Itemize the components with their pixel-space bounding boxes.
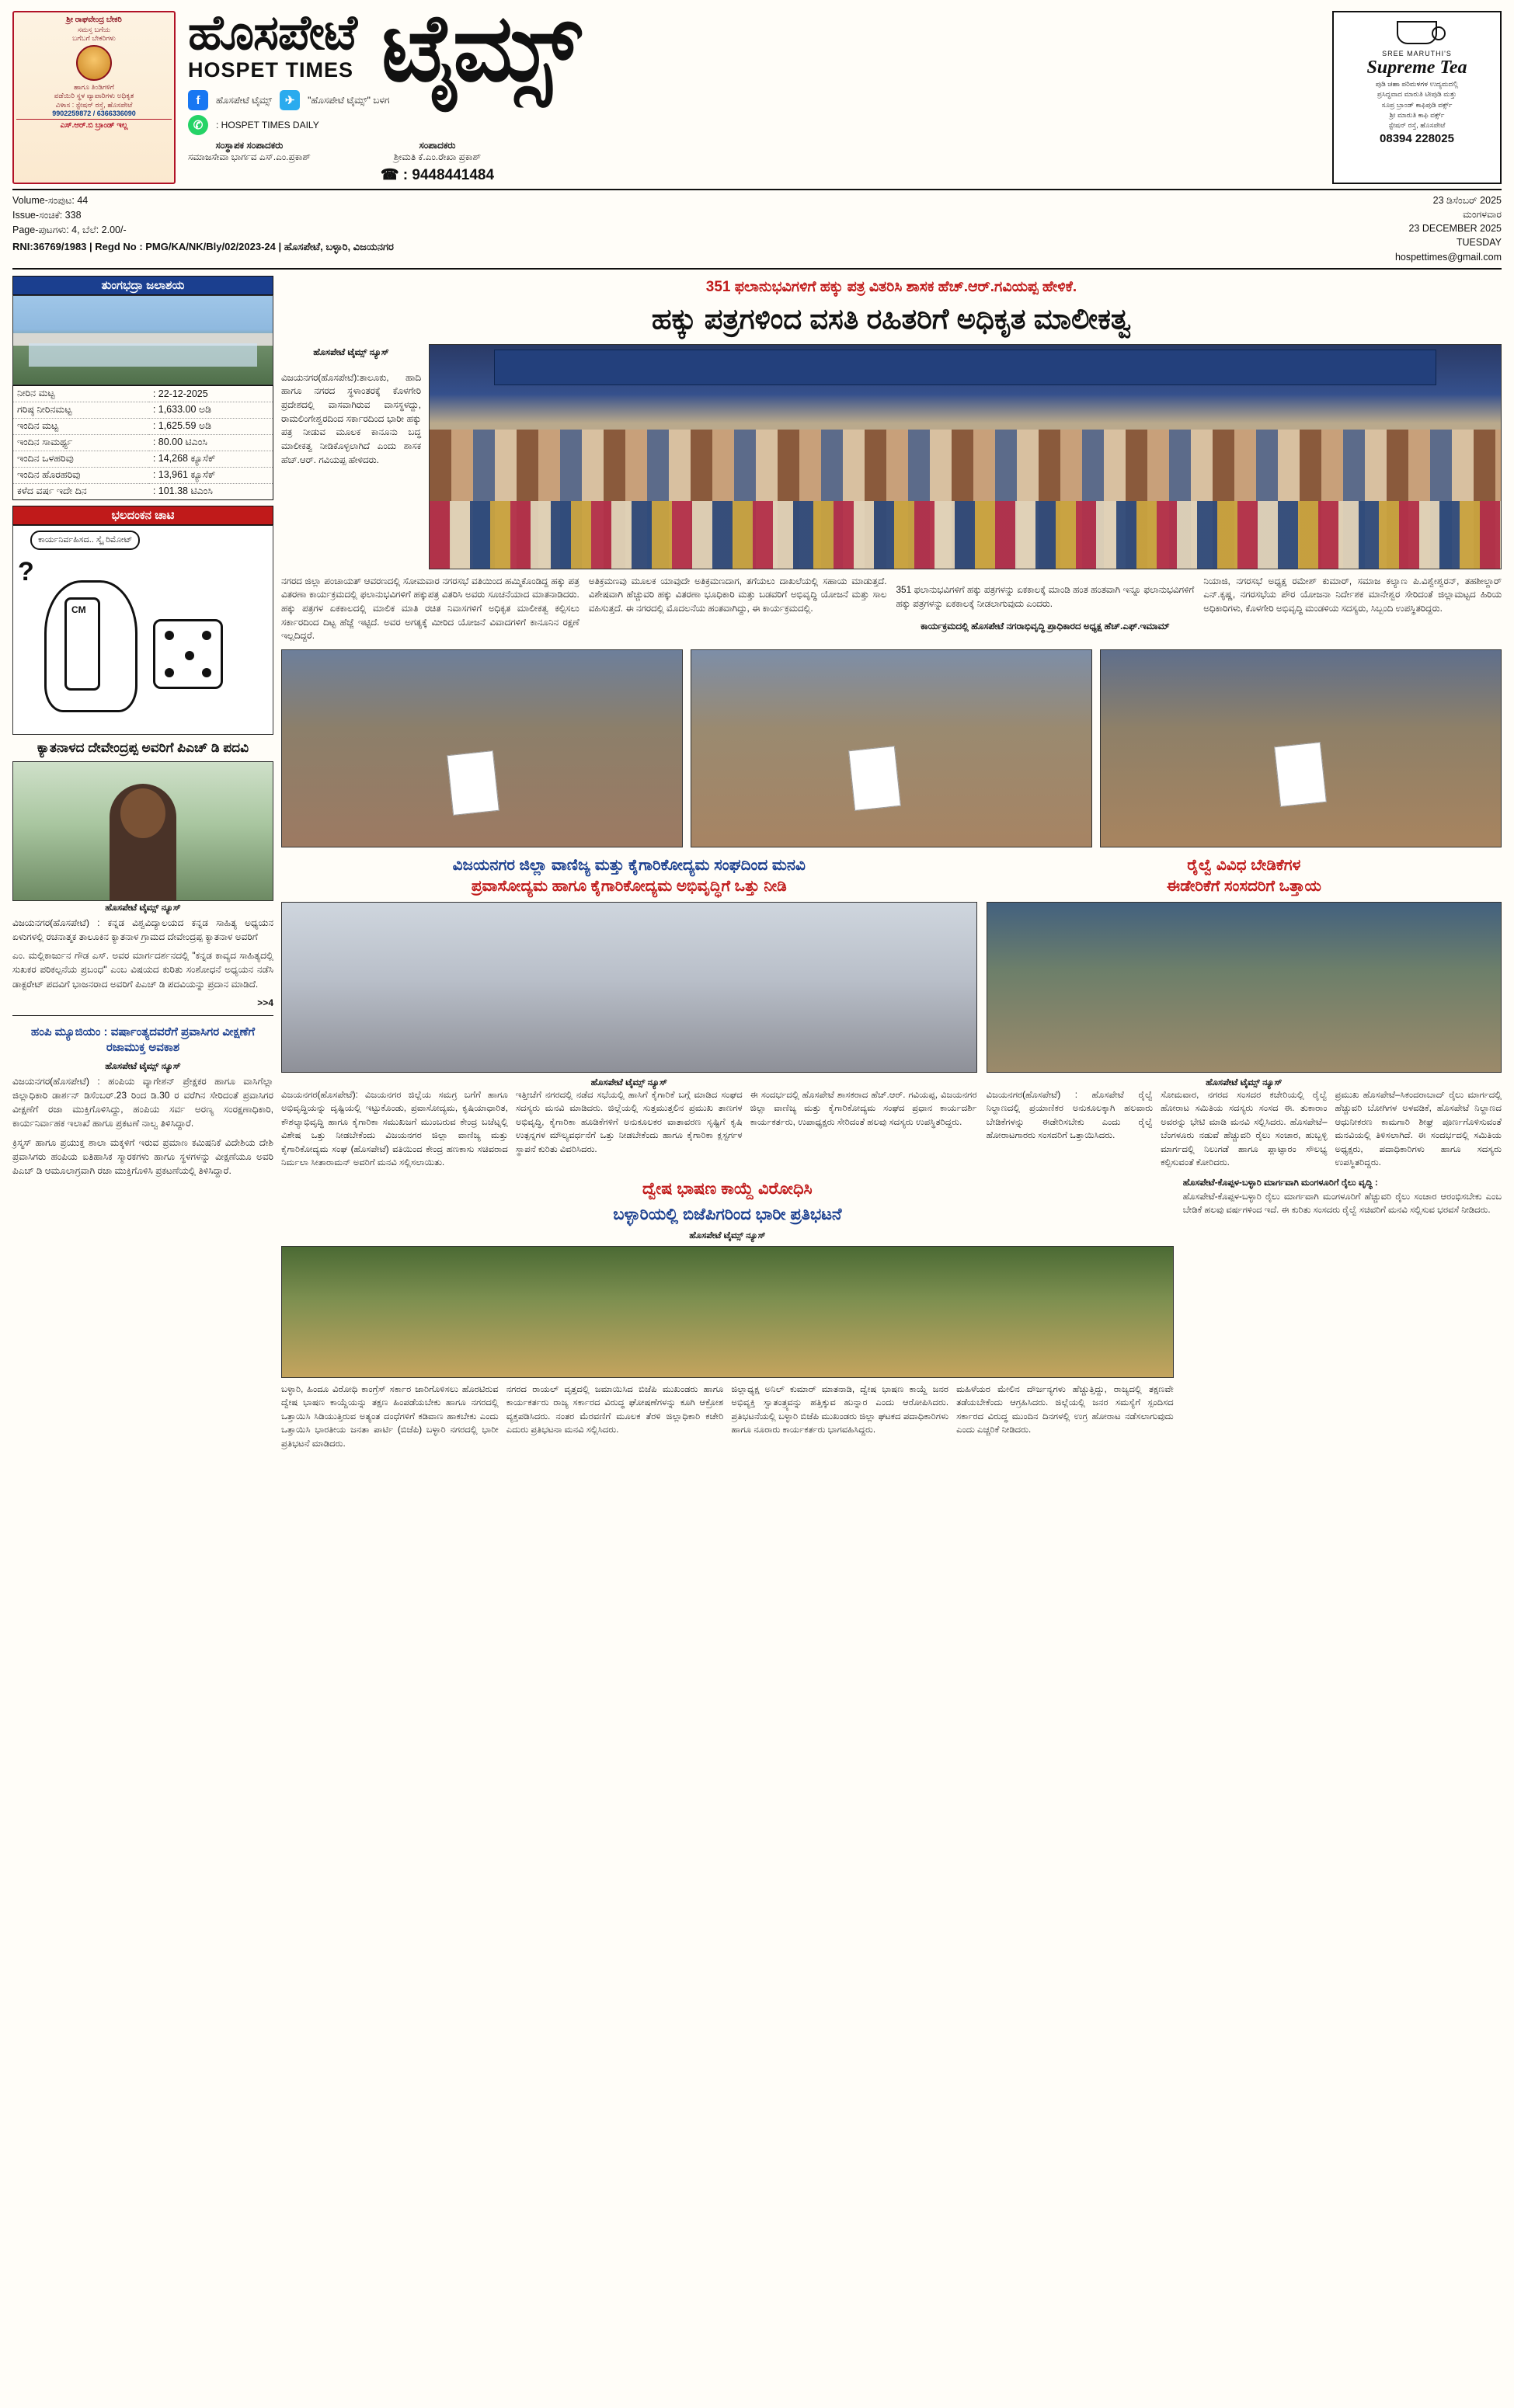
dam-row-value-0: : 22-12-2025 bbox=[149, 385, 273, 402]
railway-head-2: ಈಡೇರಿಕೆಗೆ ಸಂಸದರಿಗೆ ಒತ್ತಾಯ bbox=[1166, 877, 1321, 895]
bakery-ad-line1: ಶ್ರೀ ರಾಘವೇಂದ್ರ ಬೇಕರಿ bbox=[66, 16, 122, 24]
dam-row-value-6: : 101.38 ಟಿಎಂಸಿ bbox=[149, 483, 273, 499]
cartoon-cm-label: CM bbox=[71, 604, 86, 615]
two-column-news bbox=[281, 855, 1502, 1169]
protest-col-1: ಬಳ್ಳಾರಿ, ಹಿಂದೂ ವಿರೋಧಿ ಕಾಂಗ್ರೆಸ್ ಸರ್ಕಾರ ಜಾರಿಗೊಳಿಸಲು ಹೊರಟಿರುವ ದ್ವೇಷ ಭಾಷಣ ಕಾಯ್ದೆಯನ್ನು ತಕ್ಷಣ ಹಿಂಪಡೆಯಬೇಕು ಹಾಗೂ ನಗರದಲ್ಲಿ ಒತ್ತಾಯಿಸಿ ಸಿಡಿಯುತ್ತಿರುವ ಅತ್ಯಂತ ದಂಧೆಗಳಿಗೆ ಕಡಿವಾಣ ಹಾಕಬೇಕು ಎಂದು ಒತ್ತಾಯಿಸಿ ಭಾರತೀಯ ಜನತಾ ಪಾರ್ಟಿ (ಬಿಜೆಪಿ) ಬಳ್ಳಾರಿ ನಗರದಲ್ಲಿ ಭಾರೀ ಪ್ರತಿಭಟನೆ ಮಾಡಿದರು. bbox=[281, 1384, 499, 1449]
byline-hampi: ಹೊಸಪೇಟೆ ಟೈಮ್ಸ್ ನ್ಯೂಸ್ bbox=[105, 1061, 181, 1071]
photo-trio bbox=[281, 649, 1502, 847]
byline-chamber: ಹೊಸಪೇಟೆ ಟೈಮ್ಸ್ ನ್ಯೂಸ್ bbox=[590, 1077, 667, 1087]
dam-row-value-5: : 13,961 ಕ್ಯೂಸೆಕ್ bbox=[149, 467, 273, 483]
crowd-front-row bbox=[430, 501, 1501, 568]
whatsapp-label: : HOSPET TIMES DAILY bbox=[216, 120, 319, 130]
info-right bbox=[1395, 193, 1502, 264]
tea-ad-kn4: ಶ್ರೀ ಮಾರುತಿ ಕಾಫಿ ವರ್ಕ್ಸ್ bbox=[1389, 110, 1445, 119]
bakery-ad-line3: ಬಗೆಬಗೆ ಬೇಕರಿಗಳು bbox=[72, 33, 116, 42]
divider bbox=[12, 1015, 273, 1016]
byline-lead: ಹೊಸಪೇಟೆ ಟೈಮ್ಸ್ ನ್ಯೂಸ್ bbox=[313, 347, 389, 357]
founder-editor-name: ಸಮಾಜಸೇವಾ ಭಾರ್ಗವ ಎಸ್.ಎಂ.ಪ್ರಕಾಶ್ bbox=[188, 151, 311, 162]
date-kannada: 23 ಡಿಸೆಂಬರ್ 2025 bbox=[1432, 195, 1502, 206]
remote-shape bbox=[64, 597, 100, 691]
chamber-head-1: ವಿಜಯನಗರ ಜಿಲ್ಲಾ ವಾಣಿಜ್ಯ ಮತ್ತು ಕೈಗಾರಿಕೋದ್ಯಮ ಸಂಘದಿಂದ ಮನವಿ bbox=[452, 856, 806, 874]
tea-ad-kn5: ಸ್ಟೇಷನ್ ರಸ್ತೆ, ಹೊಸಪೇಟೆ bbox=[1388, 121, 1446, 129]
dam-row-value-1: : 1,633.00 ಅಡಿ bbox=[149, 402, 273, 418]
cartoon-illustration bbox=[12, 525, 273, 735]
rni-line: RNI:36769/1983 | Regd No : PMG/KA/NK/Bly/02/2023-24 | ಹೊಸಪೇಟೆ, ಬಳ್ಳಾರಿ, ವಿಜಯನಗರ bbox=[12, 241, 394, 253]
lead-col-c1: 351 ಫಲಾನುಭವಿಗಳಿಗೆ ಹಕ್ಕು ಪತ್ರಗಳನ್ನು ಏಕಕಾಲಕ್ಕೆ ಮಾಂಡಿ ಹಂತ ಹಂತವಾಗಿ ಇನ್ನೂ ಫಲಾನುಭವಿಗಳಿಗೆ ಹಕ್ಕು ಪತ್ರಗಳನ್ನು ಏಕಕಾಲಕ್ಕೆ ನೀಡಲಾಗುವುದು ಎಂದರು. bbox=[896, 584, 1195, 609]
lead-col-d: ನಿಯಾಜಿ, ನಗರಸಭೆ ಅಧ್ಯಕ್ಷ ರಮೇಶ್ ಕುಮಾರ್, ಸಮಾಜ ಕಲ್ಯಾಣ ಪಿ.ವಿಶ್ವೇಶ್ವರನ್, ತಹಶೀಲ್ದಾರ್ ಎನ್.ಕೃಷ್ಣ, ನಗರಸಭೆಯ ಪೌರ ಯೋಜನಾ ನಿರ್ದೇಶಕ ಮಾನೇಶ್ವರ ಸೇರಿದಂತೆ ಜಿಲ್ಲಾಮಟ್ಟದ ಹಿರಿಯ ಅಧಿಕಾರಿಗಳು, ಕೊಳಗೇರಿ ಅಭಿವೃದ್ಧಿ ಮಂಡಳಿಯ ಸದಸ್ಯರು, ಸಿಬ್ಬಂದಿ ಉಪಸ್ಥಿತರಿದ್ದರು. bbox=[1203, 575, 1502, 614]
pages-label: Page-ಪುಟಗಳು: 4, ಬೆಲೆ: 2.00/- bbox=[12, 224, 127, 235]
cartoon-speech-bubble: ಕಾರ್ಯನಿರ್ವಹಿಸದ.. ಸ್ಕೈ ರಿಮೋಟ್ bbox=[30, 531, 140, 550]
byline-protest: ಹೊಸಪೇಟೆ ಟೈಮ್ಸ್ ನ್ಯೂಸ್ bbox=[689, 1230, 766, 1241]
table-row bbox=[13, 451, 273, 467]
chamber-col-2: ಇತ್ತೀಚೆಗೆ ನಗರದಲ್ಲಿ ನಡೆದ ಸಭೆಯಲ್ಲಿ ಹಾಸಿಗೆ ಕೈಗಾರಿಕೆ ಬಗ್ಗೆ ಮಾಡಿದ ಸಂಘದ ಸದಸ್ಯರು ಮನವಿ ಮಾಡಿದರು. ಜಿಲ್ಲೆಯಲ್ಲಿ ಸುತ್ತಮುತ್ತಲಿನ ಪ್ರಮುಖ ತಾಣಗಳ ಅಭಿವೃದ್ಧಿ, ಕೈಗಾರಿಕಾ ಹೂಡಿಕೆಗಳಿಗೆ ಅನುಕೂಲಕರ ವಾತಾವರಣ ಸೃಷ್ಟಿಗೆ ಕೃಷಿ ಉತ್ಪನ್ನಗಳ ಮೌಲ್ಯವರ್ಧನೆಗೆ ಒತ್ತು ನೀಡಬೇಕೆಂದು ಹಾಗೂ ಕೈಗಾರಿಕಾ ಕ್ಲಸ್ಟರ್ಗಳ ಸ್ಥಾಪನೆ ಕುರಿತು ವಿವರಿಸಿದರು. bbox=[515, 1089, 743, 1154]
dam-section-header: ತುಂಗಭದ್ರಾ ಜಲಾಶಯ bbox=[12, 276, 273, 295]
dam-row-label-5: ಇಂದಿನ ಹೊರಹರಿವು bbox=[13, 467, 149, 483]
tea-ad-top-small: SREE MARUTHI'S bbox=[1382, 50, 1452, 57]
chamber-columns bbox=[281, 1088, 977, 1169]
founder-editor bbox=[188, 140, 311, 184]
question-mark-icon: ? bbox=[18, 556, 34, 586]
editors-row bbox=[188, 140, 1324, 184]
day-english: TUESDAY bbox=[1456, 237, 1502, 249]
bottom-news-block bbox=[281, 1177, 1502, 1450]
phd-story-more[interactable]: >>4 bbox=[257, 997, 273, 1008]
stage-banner bbox=[494, 350, 1437, 385]
bakery-ad-brand: ಎಸ್.ಆರ್.ಬಿ ಬ್ರಾಂಡ್ ಇಲ್ಲ bbox=[16, 119, 172, 130]
phd-story-p1: ವಿಜಯನಗರ(ಹೊಸಪೇಟೆ) : ಕನ್ನಡ ವಿಶ್ವವಿದ್ಯಾಲಯದ ಕನ್ನಡ ಸಾಹಿತ್ಯ ಅಧ್ಯಯನ ಏಳುಗಳಲ್ಲಿ ರಚನಾತ್ಮಕ ತಾಲೂಕಿನ ಕ್ಯಾತನಾಳ ಗ್ರಾಮದ ದೇವೇಂದ್ರಪ್ಪ ಕ್ಯಾತನಾಳ ಅವರಿಗೆ bbox=[12, 917, 273, 942]
info-bar bbox=[12, 190, 1502, 270]
founder-editor-role: ಸಂಸ್ಥಾಪಕ ಸಂಪಾದಕರು bbox=[215, 140, 284, 151]
railway-extension-head: ಹೊಸಪೇಟೆ-ಕೊಪ್ಪಳ-ಬಳ್ಳಾರಿ ಮಾರ್ಗವಾಗಿ ಮಂಗಳೂರಿಗೆ ರೈಲು ವೃದ್ಧಿ : bbox=[1182, 1178, 1378, 1188]
dam-row-value-3: : 80.00 ಟಿಎಂಸಿ bbox=[149, 434, 273, 451]
chamber-head-2: ಪ್ರವಾಸೋದ್ಯಮ ಹಾಗೂ ಕೈಗಾರಿಕೋದ್ಯಮ ಅಭಿವೃದ್ಧಿಗೆ ಒತ್ತು ನೀಡಿ bbox=[471, 877, 787, 895]
phd-caption: ಕ್ಯಾತನಾಳದ ದೇವೇಂದ್ರಪ್ಪ ಅವರಿಗೆ ಪಿಎಚ್ ಡಿ ಪದವಿ bbox=[37, 739, 249, 755]
masthead-center bbox=[183, 0, 1324, 184]
editor-role: ಸಂಪಾದಕರು bbox=[419, 140, 456, 151]
bakery-ad-line5: ಪಡೆಯಿರಿ ಸ್ಥಳ ವ್ಯಾಪಾರಿಗಳು ಅಧಿಕೃತ bbox=[54, 92, 134, 100]
dam-row-label-2: ಇಂದಿನ ಮಟ್ಟ bbox=[13, 418, 149, 434]
dam-row-label-4: ಇಂದಿನ ಒಳಹರಿವು bbox=[13, 451, 149, 467]
lead-col-a: ನಗರದ ಜಿಲ್ಲಾ ಪಂಚಾಯತ್ ಆವರಣದಲ್ಲಿ ಸೋಮವಾರ ನಗರಸಭೆ ವತಿಯಿಂದ ಹಮ್ಮಿಕೊಂಡಿದ್ದ ಹಕ್ಕು ಪತ್ರ ವಿತರಣಾ ಕಾರ್ಯಕ್ರಮದಲ್ಲಿ ಫಲಾನುಭವಿಗಳಿಗೆ ಹಕ್ಕುಪತ್ರ ವಿತರಿಸಿ ಅವರು ಸೂಚನೆಯಾದ ಮಾತನಾಡಿದರು. ಹಕ್ಕು ಪತ್ರಗಳ ಏಕಕಾಲದಲ್ಲಿ ಮಾಲಿಕ ಮಾತಿ ರಚಿತ ನಿವಾಸಗಳಿಗೆ ಅಧಿಕೃತ ಮಾಲೀಕತ್ವ ಕಲ್ಪಿಸಲು ಸರ್ಕಾರದಿಂದ ದಿಟ್ಟ ಹೆಜ್ಜೆ ಇಟ್ಟಿದೆ. ಅವರ ಅಗತ್ಯಕ್ಕೆ ಮೀರಿದ ಯೋಜನೆ ವಿವಾದಗಳಿಗೆ ಕಾನೂನಿನ ರಕ್ಷಣೆ ಇಲ್ಲದಿದ್ದರೆ. bbox=[281, 575, 579, 642]
protest-photo bbox=[281, 1246, 1174, 1378]
facebook-icon[interactable]: f bbox=[188, 90, 208, 110]
meeting-room-photo bbox=[281, 902, 977, 1073]
protest-head-2: ಬಳ್ಳಾರಿಯಲ್ಲಿ ಬಿಜೆಪಿಗರಿಂದ ಭಾರೀ ಪ್ರತಿಭಟನೆ bbox=[613, 1205, 842, 1223]
protest-news bbox=[281, 1177, 1174, 1450]
table-row bbox=[13, 418, 273, 434]
teacup-icon bbox=[1337, 16, 1497, 50]
chamber-news-block bbox=[281, 855, 977, 1169]
protest-col-4: ಮಹಿಳೆಯರ ಮೇಲಿನ ದೌರ್ಜನ್ಯಗಳು ಹೆಚ್ಚುತ್ತಿದ್ದು, ರಾಜ್ಯದಲ್ಲಿ ತಕ್ಷಣವೇ ತಡೆಯಬೇಕೆಂದು ಆಗ್ರಹಿಸಿದರು. ಜಿಲ್ಲೆಯಲ್ಲಿ ಜನರ ಸಮಸ್ಯೆಗೆ ಸ್ಪಂದಿಸದ ಸರ್ಕಾರದ ವಿರುದ್ಧ ಮುಂದಿನ ದಿನಗಳಲ್ಲಿ ಉಗ್ರ ಹೋರಾಟ ನಡೆಸಲಾಗುವುದು ಎಂದು ಎಚ್ಚರಿಕೆ ನೀಡಿದರು. bbox=[956, 1384, 1174, 1435]
tea-ad-kn1: ಪುಡಿ ಚಹಾ ಪರಿಮಳಗಳ ಉದ್ಯಮದಲ್ಲಿ bbox=[1375, 80, 1459, 88]
paper-title-kannada: ಹೊಸಪೇಟೆ bbox=[188, 6, 357, 60]
protest-head-1: ದ್ವೇಷ ಭಾಷಣ ಕಾಯ್ದೆ ವಿರೋಧಿಸಿ bbox=[642, 1180, 813, 1199]
social-row-whatsapp[interactable] bbox=[188, 115, 1324, 135]
telegram-icon[interactable]: ✈ bbox=[280, 90, 300, 110]
handover-photo-2 bbox=[691, 649, 1092, 847]
issue-label: Issue-ಸಂಚಿಕೆ: 338 bbox=[12, 209, 82, 221]
cartoon-section-header: ಭಲದಂಕನ ಚಾಟಿ bbox=[12, 506, 273, 525]
railway-extension-body: ಹೊಸಪೇಟೆ-ಕೊಪ್ಪಳ-ಬಳ್ಳಾರಿ ರೈಲು ಮಾರ್ಗವಾಗಿ ಮಂಗಳೂರಿಗೆ ಹೆಚ್ಚುವರಿ ರೈಲು ಸಂಚಾರ ಆರಂಭಿಸಬೇಕು ಎಂಬ ಬೇಡಿಕೆ ಹಲವು ವರ್ಷಗಳಿಂದ ಇದೆ. ಈ ಕುರಿತು ಸಂಸದರು ರೈಲ್ವೆ ಸಚಿವರಿಗೆ ಮನವಿ ಸಲ್ಲಿಸುವ ಭರವಸೆ ನೀಡಿದರು. bbox=[1182, 1192, 1502, 1215]
railway-col-2: ಸೋಮವಾರ, ನಗರದ ಸಂಸದರ ಕಚೇರಿಯಲ್ಲಿ ರೈಲ್ವೆ ಹೋರಾಟ ಸಮಿತಿಯ ಸದಸ್ಯರು ಸಂಸದ ಈ. ತುಕಾರಾಂ ಅವರನ್ನು ಭೇಟಿ ಮಾಡಿ ಮನವಿ ಸಲ್ಲಿಸಿದರು. ಹೊಸಪೇಟೆ–ಬೆಂಗಳೂರು ನಡುವೆ ಹೆಚ್ಚುವರಿ ರೈಲು ಸಂಚಾರ, ಹುಬ್ಬಳ್ಳಿ ಮಾರ್ಗದಲ್ಲಿ ನಿಲುಗಡೆ ಹಾಗೂ ಪ್ಲಾಟ್ಫಾರಂ ಸೌಲಭ್ಯ ಕಲ್ಪಿಸುವಂತೆ ಕೋರಿದರು. bbox=[1161, 1089, 1328, 1167]
lead-text-block bbox=[281, 344, 421, 569]
editor-name: ಶ್ರೀಮತಿ ಕೆ.ಎಂ.ರೇಖಾ ಪ್ರಕಾಶ್ bbox=[393, 151, 482, 162]
hampi-museum-head: ಹಂಪಿ ಮ್ಯೂಜಿಯಂ : ವರ್ಷಾಂತ್ಯದವರೆಗೆ ಪ್ರವಾಸಿಗರ ವೀಕ್ಷಣೆಗೆ ರಜಾಮುಕ್ತ ಅವಕಾಶ bbox=[30, 1025, 256, 1055]
handover-photo-3 bbox=[1100, 649, 1502, 847]
devendrappa-portrait bbox=[12, 761, 273, 901]
whatsapp-icon[interactable]: ✆ bbox=[188, 115, 208, 135]
lead-headline: ಹಕ್ಕು ಪತ್ರಗಳಿಂದ ವಸತಿ ರಹಿತರಿಗೆ ಅಧಿಕೃತ ಮಾಲೀಕತ್ವ bbox=[651, 303, 1132, 336]
dice-shape bbox=[153, 619, 223, 689]
table-row bbox=[13, 467, 273, 483]
protest-col-2: ನಗರದ ರಾಯಲ್ ವೃತ್ತದಲ್ಲಿ ಜಮಾಯಿಸಿದ ಬಿಜೆಪಿ ಮುಖಂಡರು ಹಾಗೂ ಕಾರ್ಯಕರ್ತರು ರಾಜ್ಯ ಸರ್ಕಾರದ ವಿರುದ್ಧ ಘೋಷಣೆಗಳನ್ನು ಕೂಗಿ ಆಕ್ರೋಶ ವ್ಯಕ್ತಪಡಿಸಿದರು. ನಂತರ ಮೆರವಣಿಗೆ ಮೂಲಕ ತೆರಳಿ ಜಿಲ್ಲಾಧಿಕಾರಿ ಕಚೇರಿ ಎದುರು ಪ್ರತಿಭಟನಾ ಮನವಿ ಸಲ್ಲಿಸಿದರು. bbox=[506, 1384, 724, 1435]
dam-row-label-3: ಇಂದಿನ ಸಾಮರ್ಥ್ಯ bbox=[13, 434, 149, 451]
lead-kicker: 351 ಫಲಾನುಭವಿಗಳಿಗೆ ಹಕ್ಕು ಪತ್ರ ವಿತರಿಸಿ ಶಾಸಕ ಹೆಚ್.ಆರ್.ಗವಿಯಪ್ಪ ಹೇಳಿಕೆ. bbox=[705, 278, 1077, 295]
dam-row-label-0: ನೀರಿನ ಮಟ್ಟ bbox=[13, 385, 149, 402]
railway-head-1: ರೈಲ್ವೆ ವಿವಿಧ ಬೇಡಿಕೆಗಳ bbox=[1187, 856, 1301, 874]
tea-ad-title: Supreme Tea bbox=[1366, 57, 1467, 78]
paper-title-mega: ಟೈಮ್ಸ್ bbox=[381, 0, 578, 100]
telegram-label: "ಹೊಸಪೇಟೆ ಟೈಮ್ಸ್" ಬಳಗ bbox=[308, 94, 390, 106]
masthead bbox=[12, 0, 1502, 190]
phd-story bbox=[12, 916, 273, 1010]
table-row bbox=[13, 483, 273, 499]
tea-ad-phone: 08394 228025 bbox=[1380, 132, 1454, 146]
masthead-phone: ☎ : 9448441484 bbox=[380, 167, 495, 183]
table-row bbox=[13, 385, 273, 402]
table-row bbox=[13, 434, 273, 451]
hampi-story-p2: ಕ್ರಿಸ್ಮಸ್ ಹಾಗೂ ಪ್ರಯುಕ್ತ ಶಾಲಾ ಮಕ್ಕಳಿಗೆ ಇರುವ ಪ್ರಮಾಣ ಕಮಿಷನಿಕೆ ವಿದೇಶಿಯ ದೇಶಿ ಪ್ರವಾಸಿಗರು ಹಂಪಿಯ ಐತಿಹಾಸಿಕ ಸ್ಮಾರಕಗಳು ಹಾಗೂ ಸ್ಥಳಗಳನ್ನು ವೀಕ್ಷಣೆಯೂ ಅವರಿ ಪಿಎಚ್ ಡಿ ಆಮೂಲಾಗ್ರವಾಗಿ ರಜಾ ಮುಕ್ತಿಗೊಳಿಸಿ ಪ್ರಕಟಣೆಯಲ್ಲಿ ತಿಳಿಸಿದ್ದಾರೆ. bbox=[12, 1136, 273, 1177]
railway-columns bbox=[987, 1088, 1502, 1169]
info-left bbox=[12, 193, 394, 255]
dam-level-table bbox=[12, 385, 273, 500]
page-content bbox=[12, 276, 1502, 1450]
lead-col-b: ಅತಿಕ್ರಮಣವು ಮೂಲಕ ಯಾವುದೇ ಅತಿಕ್ರಮಣದಾಗ, ತಗೆಯಲು ದಾಖಲೆಯಲ್ಲಿ ಸಹಾಯ ಮಾಡುತ್ತದೆ. ವಿಶೇಷವಾಗಿ ಹೆಚ್ಚುವರಿ ಹಕ್ಕು ವಿತರಣಾ ಭೂಧಿಕಾರಿ ಮತ್ತು ಬಡವರಿಗೆ ಅಭಿವೃದ್ಧಿ ಯೋಜನೆ ಮತ್ತು ಸಾಲ ವಹಿಸುತ್ತದೆ. ಈ ನಗರದಲ್ಲಿ ಮೊದಲನೆಯ ಹಂತವಾಗಿದ್ದು, ಈ ಕಾರ್ಯಕ್ರಮದಲ್ಲಿ. bbox=[588, 575, 887, 614]
email-label[interactable]: hospettimes@gmail.com bbox=[1394, 251, 1502, 263]
bakery-ad-box bbox=[12, 11, 176, 184]
paper-title-english: HOSPET TIMES bbox=[188, 57, 354, 82]
dam-row-label-1: ಗರಿಷ್ಠ ನೀರಿನಮಟ್ಟ bbox=[13, 402, 149, 418]
dam-row-value-2: : 1,625.59 ಅಡಿ bbox=[149, 418, 273, 434]
tea-ad-kn2: ಪ್ರಸಿದ್ಧವಾದ ಮಾರುತಿ ಟೀಪುಡಿ ಮತ್ತು bbox=[1377, 90, 1457, 99]
byline-phd: ಹೊಸಪೇಟೆ ಟೈಮ್ಸ್ ನ್ಯೂಸ್ bbox=[105, 903, 181, 913]
dam-row-value-4: : 14,268 ಕ್ಯೂಸೆಕ್ bbox=[149, 451, 273, 467]
byline-railway: ಹೊಸಪೇಟೆ ಟೈಮ್ಸ್ ನ್ಯೂಸ್ bbox=[1206, 1077, 1283, 1087]
railway-extension-news bbox=[1183, 1177, 1502, 1450]
lead-col-c2: ಕಾರ್ಯಕ್ರಮದಲ್ಲಿ ಹೊಸಪೇಟೆ ನಗರಾಭಿವೃದ್ಧಿ ಪ್ರಾಧಿಕಾರದ ಅಧ್ಯಕ್ಷ ಹೆಚ್.ಎಫ್.ಇಮಾಮ್ bbox=[921, 621, 1170, 632]
phd-story-p2: ಎಂ. ಮಲ್ಲಿಕಾರ್ಜುನ ಗೌಡ ಎಸ್. ಅವರ ಮಾರ್ಗದರ್ಶನದಲ್ಲಿ "ಕನ್ನಡ ಕಾವ್ಯದ ಸಾಹಿತ್ಯದಲ್ಲಿ ಸುಖಕರ ಪರಿಕಲ್ಪನೆಯ ಪ್ರಬಂಧ" ಎಂಬ ವಿಷಯದ ಕುರಿತು ಸಂಶೋಧನೆ ಅಧ್ಯಯನ ನಡೆಸಿ ಡಾಕ್ಟರೇಟ್ ಪದವಿಗೆ ಭಾಜನರಾದ ಅವರಿಗೆ ಪಿಎಚ್ ಡಿ ಪದವಿಯನ್ನು ಪ್ರದಾನ ಮಾಡಿದೆ. bbox=[12, 950, 273, 990]
railway-col-3: ಪ್ರಮುಖ ಹೊಸಪೇಟೆ–ಸಿಕಂದರಾಬಾದ್ ರೈಲು ಮಾರ್ಗದಲ್ಲಿ ಹೆಚ್ಚುವರಿ ಬೋಗಿಗಳ ಅಳವಡಿಕೆ, ಹೊಸಪೇಟೆ ನಿಲ್ದಾಣದ ಆಧುನೀಕರಣ ಕಾಮಗಾರಿ ಶೀಘ್ರ ಪೂರ್ಣಗೊಳಿಸುವಂತೆ ಮನವಿಯಲ್ಲಿ ತಿಳಿಸಲಾಗಿದೆ. ಈ ಸಂದರ್ಭದಲ್ಲಿ ಸಮಿತಿಯ ಅಧ್ಯಕ್ಷರು, ಪದಾಧಿಕಾರಿಗಳು ಹಾಗೂ ಸದಸ್ಯರು ಉಪಸ್ಥಿತರಿದ್ದರು. bbox=[1335, 1089, 1502, 1167]
social-row-facebook[interactable] bbox=[188, 90, 1324, 110]
lead-row bbox=[281, 344, 1502, 569]
hampi-story bbox=[12, 1074, 273, 1178]
railway-demand-photo bbox=[987, 902, 1502, 1073]
volume-label: Volume-ಸಂಪುಟ: 44 bbox=[12, 195, 89, 206]
table-row bbox=[13, 402, 273, 418]
lead-paragraph: ವಿಜಯನಗರ(ಹೊಸಪೇಟೆ):ತಾಲೂಕು, ಹಾದಿ ಹಾಗೂ ನಗರದ ಸ್ಥಳಾಂತರಕ್ಕೆ ಕೊಳಗೇರಿ ಪ್ರದೇಶದಲ್ಲಿ ವಾಸವಾಗಿರುವ ವಾಸಸ್ಥಳದ್ದು, ರಾಮಲಿಂಗೇಶ್ವರದಿಂದ ಸರ್ಕಾರದಿಂದ ಭಾರೀ ಹಕ್ಕು ಪತ್ರ ನೀಡುವ ಮೂಲಕ ಕಾನೂನು ಬದ್ಧ ಮಾಲೀಕತ್ವ ನೀಡಿಕೊಳ್ಳಲಾಗಿದೆ ಎಂದು ಶಾಸಕ ಹೆಚ್.ಆರ್. ಗವಿಯಪ್ಪ ಹೇಳಿದರು. bbox=[281, 371, 421, 465]
day-kannada: ಮಂಗಳವಾರ bbox=[1462, 209, 1502, 221]
date-english: 23 DECEMBER 2025 bbox=[1408, 223, 1502, 235]
facebook-label: ಹೊಸಪೇಟೆ ಟೈಮ್ಸ್ bbox=[216, 94, 273, 106]
left-column bbox=[12, 276, 273, 1450]
tea-ad-kn3: ಸೂಪ್ರ ಬ್ರಾಂಡ್ ಕಾಫಿಪುಡಿ ವರ್ಕ್ಸ್ bbox=[1381, 100, 1453, 109]
railway-col-1: ವಿಜಯನಗರ(ಹೊಸಪೇಟೆ) : ಹೊಸಪೇಟೆ ರೈಲ್ವೆ ನಿಲ್ದಾಣದಲ್ಲಿ ಪ್ರಯಾಣಿಕರ ಅನುಕೂಲಕ್ಕಾಗಿ ಹಲವಾರು ಬೇಡಿಕೆಗಳನ್ನು ಈಡೇರಿಸಬೇಕು ಎಂದು ರೈಲ್ವೆ ಹೋರಾಟಗಾರರು ಸಂಸದರಿಗೆ ಒತ್ತಾಯಿಸಿದರು. bbox=[986, 1089, 1154, 1141]
award-ceremony-group-photo bbox=[429, 344, 1502, 569]
tungabhadra-dam-photo bbox=[12, 295, 273, 385]
deity-emblem-icon bbox=[76, 45, 112, 81]
editor bbox=[381, 140, 494, 184]
handover-photo-1 bbox=[281, 649, 683, 847]
bakery-ad-line2: ಸಮಸ್ತ ಬಗೆಯ bbox=[77, 25, 111, 33]
bakery-ad-line4: ಹಾಗೂ ತಿಂಡಿಗಳಿಗೆ bbox=[74, 83, 114, 91]
protest-columns bbox=[281, 1383, 1174, 1450]
hampi-story-p1: ವಿಜಯನಗರ(ಹೊಸಪೇಟೆ) : ಹಂಪಿಯ ವ್ಯಾಗೇಶನ್ ಪ್ರೇಕ್ಷಕರ ಹಾಗೂ ವಾಸಿಗೆಲ್ಲಾ ಜಿಲ್ಲಾಧಿಕಾರಿ ಡಾರ್ಶನ್ ಡಿಸೆಂಬರ್.23 ರಿಂದ ಡಿ.30 ರ ವರೆಗಿನ ಸೇರಿದಂತೆ ಪ್ರವಾಸಿಗರ ವೀಕ್ಷಣೆಗೆ ರಜಾ ಮುಕ್ತಿಗೊಳಿಸಿದ್ದು, ಹಂಪಿಯ ಸರ್ವ ಅರಣ್ಯ ಸಂರಕ್ಷಣಾಧಿಕಾರಿ, ಕಾರ್ಯನಿರ್ವಾಹಕ ಇಲಾಖೆ ಹಾಗೂ ಪ್ರಕಟಣೆ ನಾಲ್ವ ತಿಳಿಸಿದ್ದಾರೆ. bbox=[12, 1075, 273, 1129]
chamber-col-3: ಈ ಸಂದರ್ಭದಲ್ಲಿ ಹೊಸಪೇಟೆ ಶಾಸಕರಾದ ಹೆಚ್.ಆರ್. ಗವಿಯಪ್ಪ, ವಿಜಯನಗರ ಜಿಲ್ಲಾ ವಾಣಿಜ್ಯ ಮತ್ತು ಕೈಗಾರಿಕೋದ್ಯಮ ಸಂಘದ ಪ್ರಧಾನ ಕಾರ್ಯದರ್ಶಿ ಕಾರ್ಯಕರ್ತರು, ಉಪಾಧ್ಯಕ್ಷರು ಸೇರಿದಂತೆ ಹಲವು ಸದಸ್ಯರು ಉಪಸ್ಥಿತರಿದ್ದರು. bbox=[750, 1089, 977, 1127]
dam-row-label-6: ಕಳೆದ ವರ್ಷ ಇದೇ ದಿನ bbox=[13, 483, 149, 499]
lead-story-columns bbox=[281, 575, 1502, 643]
supreme-tea-ad bbox=[1332, 11, 1502, 184]
protest-col-3: ಜಿಲ್ಲಾಧ್ಯಕ್ಷ ಅನಿಲ್ ಕುಮಾರ್ ಮಾತನಾಡಿ, ದ್ವೇಷ ಭಾಷಣ ಕಾಯ್ದೆ ಜನರ ಅಭಿವ್ಯಕ್ತಿ ಸ್ವಾತಂತ್ರ್ಯವನ್ನು ಹತ್ತಿಕ್ಕುವ ಹುನ್ನಾರ ಎಂದು ಆರೋಪಿಸಿದರು. ಪ್ರತಿಭಟನೆಯಲ್ಲಿ ಬಳ್ಳಾರಿ ಬಿಜೆಪಿ ಮುಖಂಡರು ಜಿಲ್ಲಾ ಘಟಕದ ಪದಾಧಿಕಾರಿಗಳು ಹಾಗೂ ನೂರಾರು ಕಾರ್ಯಕರ್ತರು ಭಾಗವಹಿಸಿದ್ದರು. bbox=[731, 1384, 949, 1435]
railway-news-block bbox=[987, 855, 1502, 1169]
lead-col-c bbox=[896, 575, 1195, 643]
bakery-ad-phone: 9902259872 / 6366336090 bbox=[52, 109, 136, 117]
main-column bbox=[281, 276, 1502, 1450]
chamber-col-1: ವಿಜಯನಗರ(ಹೊಸಪೇಟೆ): ವಿಜಯನಗರ ಜಿಲ್ಲೆಯ ಸಮಗ್ರ ಬಗೆಗೆ ಹಾಗೂ ಅಭಿವೃದ್ಧಿಯನ್ನು ದೃಷ್ಟಿಯಲ್ಲಿ ಇಟ್ಟುಕೊಂಡು, ಪ್ರವಾಸೋದ್ಯಮ, ಕೃಷಿಯಾಧಾರಿತ, ಕೌಶಲ್ಯಾಭಿವೃದ್ಧಿ ಹಾಗೂ ಕೈಗಾರಿಕಾ ಸಮುಖಜಗೆ ಮುಂಬರುವ ಕೇಂದ್ರ ಬಜೆಟ್ನಲ್ಲಿ ವಿಶೇಷ ಒತ್ತು ನೀಡಬೇಕೆಂದು ವಿಜಯನಗರ ಜಿಲ್ಲಾ ವಾಣಿಜ್ಯ ಮತ್ತು ಕೈಗಾರಿಕೋದ್ಯಮ ಸಂಘ (ಹೊಸಪೇಟೆ) ವತಿಯಿಂದ ಕೇಂದ್ರ ಹಣಕಾಸು ಸಚಿವರಾದ ನಿರ್ಮಲಾ ಸೀತಾರಾಮನ್ ಅವರಿಗೆ ಮನವಿ ಸಲ್ಲಿಸಲಾಯಿತು. bbox=[281, 1089, 508, 1167]
bakery-ad-line6: ವಿಳಾಸ : ಸ್ಟೇಷನ್ ರಸ್ತೆ, ಹೊಸಪೇಟೆ bbox=[55, 100, 133, 109]
